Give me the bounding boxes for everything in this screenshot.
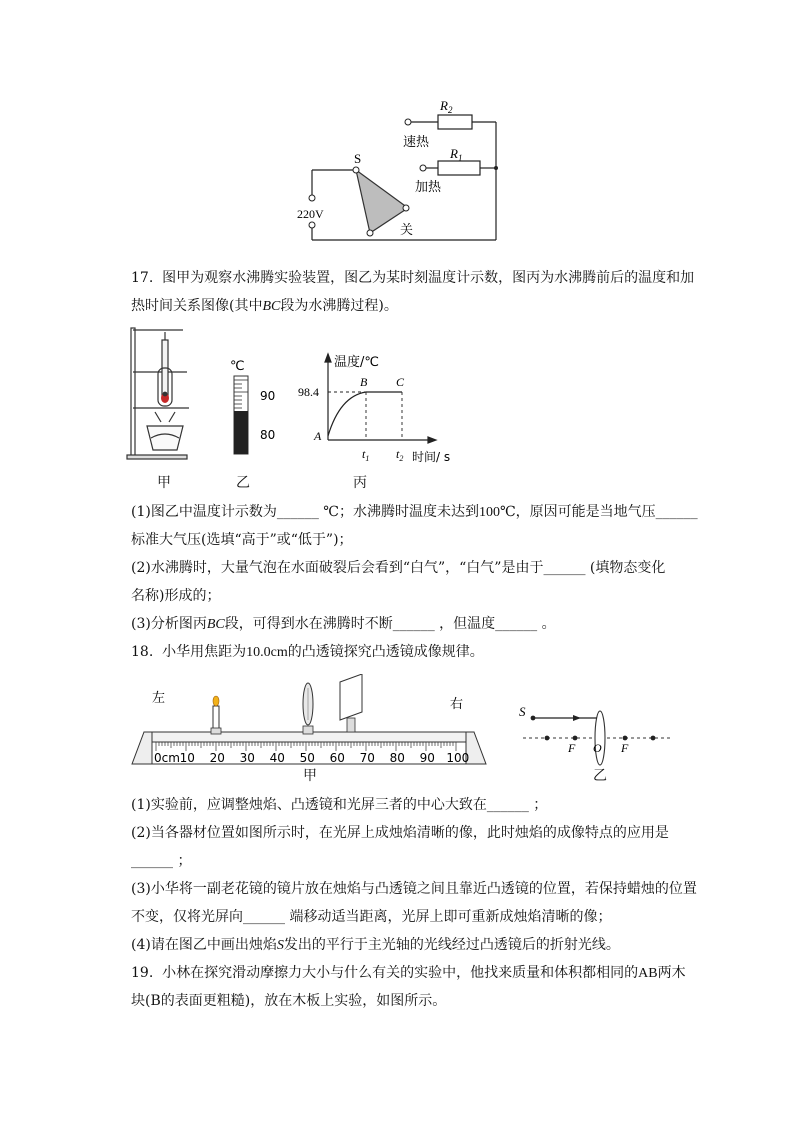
q17-part1-line2: 标准大气压(选填“高于”或“低于”)； — [131, 532, 353, 548]
q17-fig-jia: 甲 — [157, 475, 171, 491]
q18-line1: 18. 小华用焦距为10.0cm的凸透镜探究凸透镜成像规律。 — [131, 644, 484, 660]
q18-part2-line1: (2)当各器材位置如图所示时，在光屏上成烛焰清晰的像，此时烛焰的成像特点的应用是 — [131, 825, 669, 841]
graph-xlabel: 时间/ s — [412, 450, 451, 464]
r2-label: $R_2$ — [440, 98, 453, 115]
ruler-label: 30 — [239, 751, 255, 765]
off-label: 关 — [400, 223, 414, 238]
thermo-90: 90 — [260, 389, 276, 403]
lens-focus-left: F — [568, 741, 576, 755]
q17-line2: 热时间关系图像(其中BC段为水沸腾过程)。 — [131, 298, 398, 314]
graph-point-a: A — [314, 429, 322, 443]
voltage-label: 220V — [297, 207, 324, 221]
q17-line1: 17. 图甲为观察水沸腾实验装置，图乙为某时刻温度计示数，图丙为水沸腾前后的温度和加 — [131, 270, 695, 286]
q17-fig-yi: 乙 — [236, 475, 250, 491]
lens-optical-center: O — [593, 741, 602, 755]
q17-part1-line1: (1)图乙中温度计示数为______ ℃；水沸腾时温度未达到100℃，原因可能是当地气压______ — [131, 504, 698, 520]
q18-part4: (4)请在图乙中画出烛焰S发出的平行于主光轴的光线经过凸透镜后的折射光线。 — [131, 937, 620, 953]
boiling-apparatus — [125, 322, 205, 464]
lens-focus-right: F — [621, 741, 629, 755]
graph-point-c: C — [396, 375, 405, 389]
circuit-diagram — [290, 90, 510, 250]
ruler-label: 50 — [299, 751, 315, 765]
convex-lens — [303, 683, 313, 734]
light-screen — [340, 674, 362, 732]
q18-part2-line2: ______ ； — [131, 853, 192, 869]
thermometer — [222, 356, 292, 460]
graph-t1: $t_1$ — [362, 447, 370, 463]
graph-t2: $t_2$ — [396, 447, 404, 463]
lens-icon — [595, 711, 605, 765]
ruler-label: 70 — [359, 751, 375, 765]
ruler-label: 60 — [329, 751, 345, 765]
heat-label: 加热 — [415, 180, 442, 195]
graph-point-b: B — [360, 375, 368, 389]
q19-line2: 块(B的表面更粗糙)，放在木板上实验，如图所示。 — [131, 993, 447, 1009]
ruler-label: 0cm — [154, 751, 180, 765]
ruler-label: 100 — [446, 751, 470, 765]
candle — [211, 696, 221, 734]
q18-part3-line2: 不变，仅将光屏向______ 端移动适当距离，光屏上即可重新成烛焰清晰的像； — [131, 909, 612, 925]
q18-part3-line1: (3)小华将一副老花镜的镜片放在烛焰与凸透镜之间且靠近凸透镜的位置，若保持蜡烛的位置 — [131, 881, 697, 897]
lens-point-s: S — [519, 704, 526, 719]
thermo-80: 80 — [260, 428, 276, 442]
heating-curve — [328, 392, 366, 436]
mercury-column — [234, 411, 248, 454]
q18-fig-yi: 乙 — [593, 768, 607, 784]
ruler-label: 90 — [419, 751, 435, 765]
ruler-label: 40 — [269, 751, 285, 765]
q18-part1: (1)实验前，应调整烛焰、凸透镜和光屏三者的中心大致在______ ； — [131, 797, 548, 813]
r1-label: $R_1$ — [450, 146, 463, 163]
q17-part3: (3)分析图丙BC段，可得到水在沸腾时不断______ ，但温度______ 。 — [131, 616, 556, 632]
graph-ylabel: 温度/℃ — [334, 355, 379, 370]
switch-label: S — [354, 151, 362, 166]
temperature-time-graph — [296, 348, 466, 464]
bench-left-label: 左 — [152, 691, 166, 706]
ruler-label: 10 — [179, 751, 195, 765]
bench-right-label: 右 — [450, 697, 464, 712]
q17-fig-bing: 丙 — [353, 475, 367, 491]
q17-part2-line1: (2)水沸腾时，大量气泡在水面破裂后会看到“白气”，“白气”是由于______ (填物态变化 — [131, 560, 666, 576]
q17-part2-line2: 名称)形成的； — [131, 588, 221, 604]
candle-flame-icon — [213, 696, 219, 706]
ruler-label: 20 — [209, 751, 225, 765]
graph-y984: 98.4 — [298, 385, 319, 399]
q18-fig-jia: 甲 — [303, 768, 317, 784]
thermo-unit: ℃ — [230, 359, 245, 374]
fast-heat-label: 速热 — [403, 135, 430, 150]
q19-line1: 19. 小林在探究滑动摩擦力大小与什么有关的实验中，他找来质量和体积都相同的AB两木 — [131, 965, 686, 981]
ruler-label: 80 — [389, 751, 405, 765]
